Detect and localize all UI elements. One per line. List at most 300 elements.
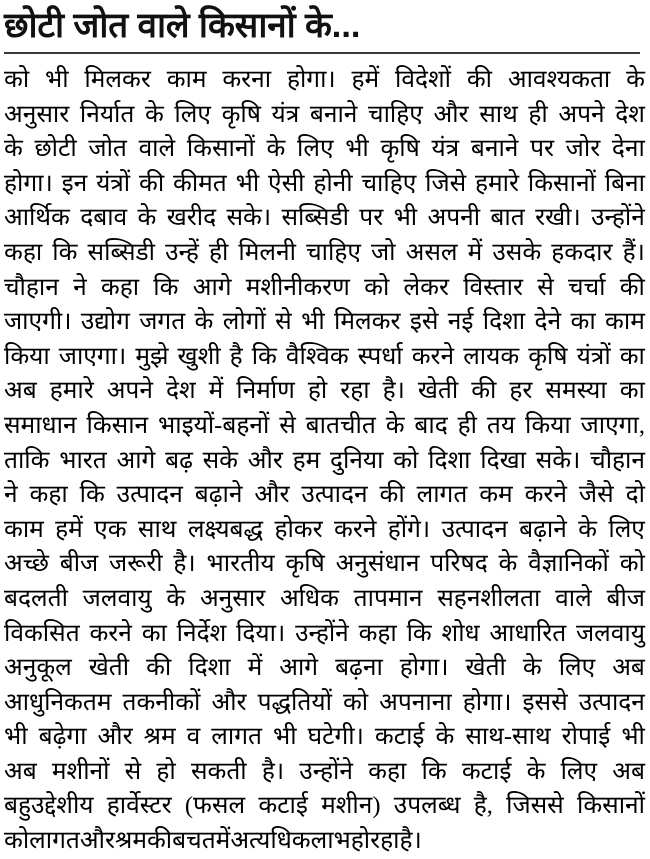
body-word: साथ xyxy=(479,100,518,128)
body-word: कीमत xyxy=(173,169,227,197)
body-word: भी xyxy=(273,723,297,751)
body-word: सकती xyxy=(190,757,247,785)
body-word: में xyxy=(215,827,231,855)
body-word: और xyxy=(254,481,290,509)
body-word: खेती xyxy=(417,377,459,405)
body-word: को xyxy=(619,550,645,578)
body-word: काम xyxy=(4,515,44,543)
body-word: लागत xyxy=(416,481,468,509)
body-word: हमारे xyxy=(475,169,520,197)
body-word: कि xyxy=(79,481,105,509)
body-line xyxy=(4,374,645,409)
body-word: काम xyxy=(166,66,207,93)
body-word: लिए xyxy=(297,135,334,163)
body-word: जरूरी xyxy=(109,550,163,578)
body-word: निर्माण xyxy=(236,377,295,405)
body-word: चाहिए xyxy=(361,169,417,197)
body-word: बढ़ाने xyxy=(519,515,567,543)
body-word: करने xyxy=(411,342,455,370)
body-word: कृषि xyxy=(380,135,420,163)
body-word: हर xyxy=(509,377,533,405)
body-word: किसान xyxy=(86,411,149,439)
body-word: उपलब्ध xyxy=(393,792,461,820)
body-word: सके। xyxy=(535,446,581,474)
body-word: दिखा xyxy=(480,446,526,474)
body-word: कहा xyxy=(358,619,397,647)
body-word: सहनशीलता xyxy=(437,584,541,612)
body-word: रखी। xyxy=(535,204,581,232)
body-word: किसानों xyxy=(186,135,255,163)
body-word: देश xyxy=(165,377,196,405)
body-word: कि xyxy=(421,757,447,785)
body-word: मिलकर xyxy=(334,308,401,336)
body-word: बिना xyxy=(604,169,645,197)
body-word: ही xyxy=(528,100,548,128)
body-word: अत्यधिक xyxy=(230,827,311,855)
body-word: मशीनों xyxy=(51,757,110,785)
body-word: को xyxy=(364,273,390,301)
body-line xyxy=(4,132,645,167)
body-line xyxy=(4,513,645,548)
body-line xyxy=(4,824,645,859)
body-word: समस्या xyxy=(545,377,607,405)
body-word: रहा xyxy=(340,377,370,405)
body-word: यंत्रों xyxy=(96,169,131,197)
body-word: किसानों xyxy=(527,169,596,197)
body-word: ताकि xyxy=(4,446,50,474)
body-word: है xyxy=(229,342,243,370)
body-word: जाएगा। xyxy=(58,342,127,370)
body-word: में xyxy=(467,238,483,266)
body-word: सके। xyxy=(226,204,272,232)
body-word: विकसित xyxy=(4,619,80,647)
body-word: हो xyxy=(350,827,371,855)
body-word: लिए xyxy=(560,757,598,785)
body-word: चर्चा xyxy=(568,273,606,301)
body-word: बढ़ेगा xyxy=(38,723,87,751)
body-word: लागत xyxy=(29,827,80,855)
body-word: जलवायु xyxy=(576,619,645,647)
body-word: उन्होंने xyxy=(591,204,645,232)
headline-block xyxy=(0,0,650,54)
body-word: अनुसार xyxy=(4,100,70,128)
body-word: ही xyxy=(208,238,229,266)
body-word: की xyxy=(139,169,165,197)
body-word: जलवायु xyxy=(82,584,152,612)
body-line xyxy=(4,720,645,755)
body-word: कि xyxy=(406,619,432,647)
body-word: कहा xyxy=(4,238,43,266)
body-word: ही xyxy=(457,411,478,439)
body-word: दिशा xyxy=(428,446,471,474)
body-word: दुनिया xyxy=(329,446,384,474)
body-word: होंगे। xyxy=(387,515,431,543)
body-word: विस्तार xyxy=(463,273,524,301)
body-word: का xyxy=(141,619,167,647)
body-word: बहुउद्देशीय xyxy=(4,792,94,820)
body-word: समाधान xyxy=(4,411,77,439)
body-word: बातचीत xyxy=(305,411,376,439)
body-word: की xyxy=(146,827,173,855)
body-word: हमें xyxy=(55,515,83,543)
body-word: बीज xyxy=(606,584,645,612)
body-word: किया xyxy=(4,342,50,370)
body-word: चौहान xyxy=(4,273,59,301)
body-line xyxy=(4,617,645,652)
body-line xyxy=(4,63,645,98)
body-word: और xyxy=(211,688,247,716)
body-word: की xyxy=(619,273,645,301)
body-word: अच्छे xyxy=(4,550,49,578)
body-word: भारतीय xyxy=(206,550,275,578)
body-word: पद्धतियों xyxy=(257,688,332,716)
body-word: चाहिए xyxy=(306,238,361,266)
body-word: कम xyxy=(479,481,513,509)
body-word: वाले xyxy=(555,584,592,612)
body-word: कि xyxy=(153,273,179,301)
body-line xyxy=(4,340,645,375)
body-word: और xyxy=(433,100,469,128)
body-word: किया xyxy=(525,411,571,439)
body-word: अनुसार xyxy=(199,584,266,612)
body-word: वैश्विक xyxy=(285,342,349,370)
body-word: होगा। xyxy=(4,169,53,197)
body-word: दिया। xyxy=(236,619,286,647)
body-word: लिए xyxy=(558,654,596,682)
body-word: है। xyxy=(173,550,196,578)
body-word: उत्पादन xyxy=(301,481,368,509)
body-word: अब xyxy=(612,757,645,785)
body-word: जाएगा, xyxy=(580,411,645,439)
body-word: के xyxy=(194,308,214,336)
body-word: यंत्र xyxy=(271,100,300,128)
body-line xyxy=(4,236,645,271)
body-word: अपने xyxy=(106,377,153,405)
body-word: मिलनी xyxy=(238,238,296,266)
body-word: कि xyxy=(251,342,277,370)
body-word: मशीन) xyxy=(321,792,381,820)
body-line xyxy=(4,444,645,479)
body-word: के xyxy=(266,135,286,163)
body-word: बनाने xyxy=(470,135,519,163)
body-word: बीज xyxy=(59,550,99,578)
body-word: के xyxy=(4,135,23,163)
body-word: लागत xyxy=(211,723,263,751)
body-word: की xyxy=(471,377,497,405)
body-word: की xyxy=(146,654,172,682)
body-word: बाद xyxy=(414,411,448,439)
body-word: अधिक xyxy=(279,584,339,612)
body-word: है, xyxy=(473,792,493,820)
body-word: देश xyxy=(615,100,645,128)
body-word: सब्सिडी xyxy=(281,204,349,232)
body-word: उद्योग xyxy=(80,308,130,336)
body-word: चौहान xyxy=(590,446,645,474)
body-word: चाहिए xyxy=(368,100,423,128)
body-word: के xyxy=(435,723,455,751)
body-word: अपनाना xyxy=(379,688,452,716)
body-word: आधारित xyxy=(489,619,567,647)
body-word: के xyxy=(144,100,164,128)
body-word: के xyxy=(137,204,157,232)
body-line xyxy=(4,167,645,202)
body-word: करना xyxy=(222,66,272,93)
body-word: कृषि xyxy=(528,342,568,370)
body-word: उसके xyxy=(492,238,542,266)
body-word: देने xyxy=(534,308,562,336)
body-word: का xyxy=(619,342,645,370)
body-word: उन्हें xyxy=(165,238,199,266)
body-word: है। xyxy=(261,757,285,785)
body-word: उत्पादन xyxy=(578,688,645,716)
body-line xyxy=(4,305,645,340)
body-word: किसानों xyxy=(576,792,645,820)
body-word: को xyxy=(4,827,30,855)
body-word: अनुसंधान xyxy=(335,550,420,578)
body-word: अब xyxy=(4,377,37,405)
body-word: करने xyxy=(334,515,377,543)
body-word: आधुनिकतम xyxy=(4,688,112,716)
body-line xyxy=(4,789,645,824)
body-line xyxy=(4,651,645,686)
body-word: हार्वेस्टर xyxy=(106,792,172,820)
body-word: छोटी xyxy=(34,135,77,163)
body-word: खरीद xyxy=(166,204,217,232)
body-word: आवश्यकता xyxy=(507,66,611,93)
body-word: रहा xyxy=(370,827,400,855)
body-word: हम xyxy=(292,446,321,474)
body-word: शोध xyxy=(441,619,480,647)
body-word: भी xyxy=(301,308,325,336)
body-word: श्रम xyxy=(114,827,147,855)
body-word: करने xyxy=(89,619,132,647)
body-word: असल xyxy=(405,238,458,266)
body-word: और xyxy=(79,827,115,855)
body-word: होकर xyxy=(274,515,323,543)
body-word: अपने xyxy=(558,100,605,128)
body-word: के xyxy=(626,66,645,93)
body-line xyxy=(4,547,645,582)
body-word: बदलती xyxy=(4,584,68,612)
body-word: का xyxy=(570,308,596,336)
body-word: जोर xyxy=(565,135,601,163)
body-word: जैसे xyxy=(578,481,614,509)
body-word: में xyxy=(247,654,263,682)
body-word: हकदार xyxy=(551,238,613,266)
body-word: वाले xyxy=(138,135,176,163)
body-word: आगे xyxy=(279,654,319,682)
body-word: करने xyxy=(524,481,568,509)
body-word: और xyxy=(97,723,133,751)
body-word: पर xyxy=(530,135,554,163)
body-word: होगा। xyxy=(286,66,336,93)
body-word: देना xyxy=(611,135,645,163)
body-word: ने xyxy=(4,481,18,509)
body-word: भी xyxy=(393,204,418,232)
body-word: बात xyxy=(490,204,525,232)
body-word: हमारे xyxy=(49,377,94,405)
body-word: दो xyxy=(625,481,645,509)
body-word: कहा xyxy=(368,757,407,785)
body-word: भी xyxy=(235,169,260,197)
body-word: रोपाई xyxy=(561,723,611,751)
body-word: हमें xyxy=(351,66,380,93)
body-word: कहा xyxy=(100,273,140,301)
body-word: हो xyxy=(156,757,176,785)
body-word: कि xyxy=(52,238,78,266)
body-word: हैं। xyxy=(622,238,645,266)
body-word: निर्देश xyxy=(176,619,227,647)
body-word: खेती xyxy=(465,654,506,682)
body-line xyxy=(4,271,645,306)
body-word: जाएगी। xyxy=(4,308,72,336)
body-word: कटाई xyxy=(374,723,425,751)
body-word: भी xyxy=(45,66,69,93)
body-word: के xyxy=(166,584,186,612)
body-word: के xyxy=(522,654,542,682)
body-word: साथ-साथ xyxy=(465,723,551,751)
body-word: दिशा xyxy=(188,654,231,682)
body-word: अनुकूल xyxy=(4,654,72,682)
body-word: जोत xyxy=(88,135,127,163)
body-word: श्रम xyxy=(143,723,176,751)
body-word: कटाई xyxy=(258,792,308,820)
body-word: बचत xyxy=(172,827,216,855)
body-word: से xyxy=(279,411,296,439)
body-word: बढ़ाने xyxy=(194,481,243,509)
body-word: तापमान xyxy=(353,584,423,612)
body-word: का xyxy=(619,377,645,405)
body-word: बढ़ xyxy=(165,446,193,474)
body-word: कृषि xyxy=(221,100,261,128)
body-word: आर्थिक xyxy=(4,204,70,232)
body-word: है। xyxy=(399,827,422,855)
body-word: इन xyxy=(61,169,88,197)
body-word: ऐसी xyxy=(268,169,305,197)
body-word: को xyxy=(393,446,419,474)
body-word: में xyxy=(208,377,224,405)
body-word: व xyxy=(186,723,201,751)
body-word: स्पर्धा xyxy=(357,342,403,370)
body-word: होगा। xyxy=(462,688,512,716)
body-word: तकनीकों xyxy=(122,688,201,716)
body-word: बनाने xyxy=(309,100,358,128)
body-word: वैज्ञानिकों xyxy=(528,550,609,578)
body-word: कहा xyxy=(29,481,68,509)
body-word: की xyxy=(466,66,493,93)
body-word: यंत्र xyxy=(431,135,460,163)
body-word: बढ़ना xyxy=(335,654,383,682)
body-line xyxy=(4,686,645,721)
body-word: ने xyxy=(73,273,87,301)
body-line xyxy=(4,201,645,236)
body-word: कटाई xyxy=(461,757,512,785)
body-word: जो xyxy=(370,238,396,266)
body-word: है। xyxy=(382,377,405,405)
body-word: जगत xyxy=(139,308,186,336)
body-word: उन्होंने xyxy=(295,619,349,647)
body-word: लक्ष्यबद्ध xyxy=(187,515,264,543)
body-word: लाभ xyxy=(310,827,351,855)
body-word: के xyxy=(526,757,546,785)
body-word: यंत्रों xyxy=(576,342,611,370)
body-word: परिषद xyxy=(430,550,488,578)
body-word: भी xyxy=(4,723,28,751)
body-word: जिससे xyxy=(506,792,564,820)
body-word: होनी xyxy=(313,169,353,197)
body-word: को xyxy=(4,66,30,93)
body-line xyxy=(4,98,645,133)
article-body xyxy=(0,54,650,859)
body-word: भारत xyxy=(59,446,107,474)
body-word: होगा। xyxy=(399,654,449,682)
body-word: को xyxy=(342,688,369,716)
body-word: उन्होंने xyxy=(299,757,353,785)
body-word: खेती xyxy=(88,654,130,682)
body-word: साथ xyxy=(137,515,177,543)
body-word: काम xyxy=(605,308,645,336)
body-word: अपनी xyxy=(427,204,481,232)
body-word: से xyxy=(124,757,142,785)
body-word: से xyxy=(275,308,292,336)
body-word: खुशी xyxy=(177,342,221,370)
body-word: से xyxy=(537,273,554,301)
body-word: एक xyxy=(94,515,127,543)
body-word: जिसे xyxy=(425,169,467,197)
body-word: हो xyxy=(307,377,328,405)
body-line xyxy=(4,582,645,617)
body-word: नई xyxy=(447,308,474,336)
body-word: अब xyxy=(612,654,645,682)
body-word: आगे xyxy=(192,273,232,301)
body-word: भी xyxy=(621,723,645,751)
body-word: इसे xyxy=(409,308,439,336)
body-word: दबाव xyxy=(80,204,128,232)
body-word: के xyxy=(578,515,597,543)
body-word: तय xyxy=(486,411,516,439)
body-word: विदेशों xyxy=(395,66,452,93)
page-title: छोटी जोत वाले किसानों के... xyxy=(4,6,361,45)
body-word: उत्पादन xyxy=(441,515,508,543)
body-word: लेकर xyxy=(403,273,449,301)
body-word: दिशा xyxy=(482,308,526,336)
body-word: अब xyxy=(4,757,37,785)
body-word: पर xyxy=(359,204,384,232)
body-word: भी xyxy=(345,135,369,163)
body-word: आगे xyxy=(116,446,156,474)
body-word: की xyxy=(379,481,405,509)
body-word: इससे xyxy=(522,688,568,716)
body-line xyxy=(4,409,645,444)
body-word: निर्यात xyxy=(79,100,135,128)
body-word: मिलकर xyxy=(84,66,151,93)
body-word: और xyxy=(247,446,283,474)
body-word: के xyxy=(498,550,518,578)
body-word: लोगों xyxy=(222,308,266,336)
body-word: लायक xyxy=(463,342,520,370)
body-word: भाइयों-बहनों xyxy=(158,411,270,439)
body-line xyxy=(4,478,645,513)
body-word: लिए xyxy=(174,100,211,128)
body-word: सब्सिडी xyxy=(87,238,156,266)
body-word: (फसल xyxy=(184,792,246,820)
body-word: घटेगी। xyxy=(307,723,364,751)
body-word: मुझे xyxy=(135,342,169,370)
body-word: के xyxy=(385,411,405,439)
body-word: उत्पादन xyxy=(116,481,183,509)
body-word: लिए xyxy=(608,515,645,543)
body-word: कृषि xyxy=(285,550,325,578)
